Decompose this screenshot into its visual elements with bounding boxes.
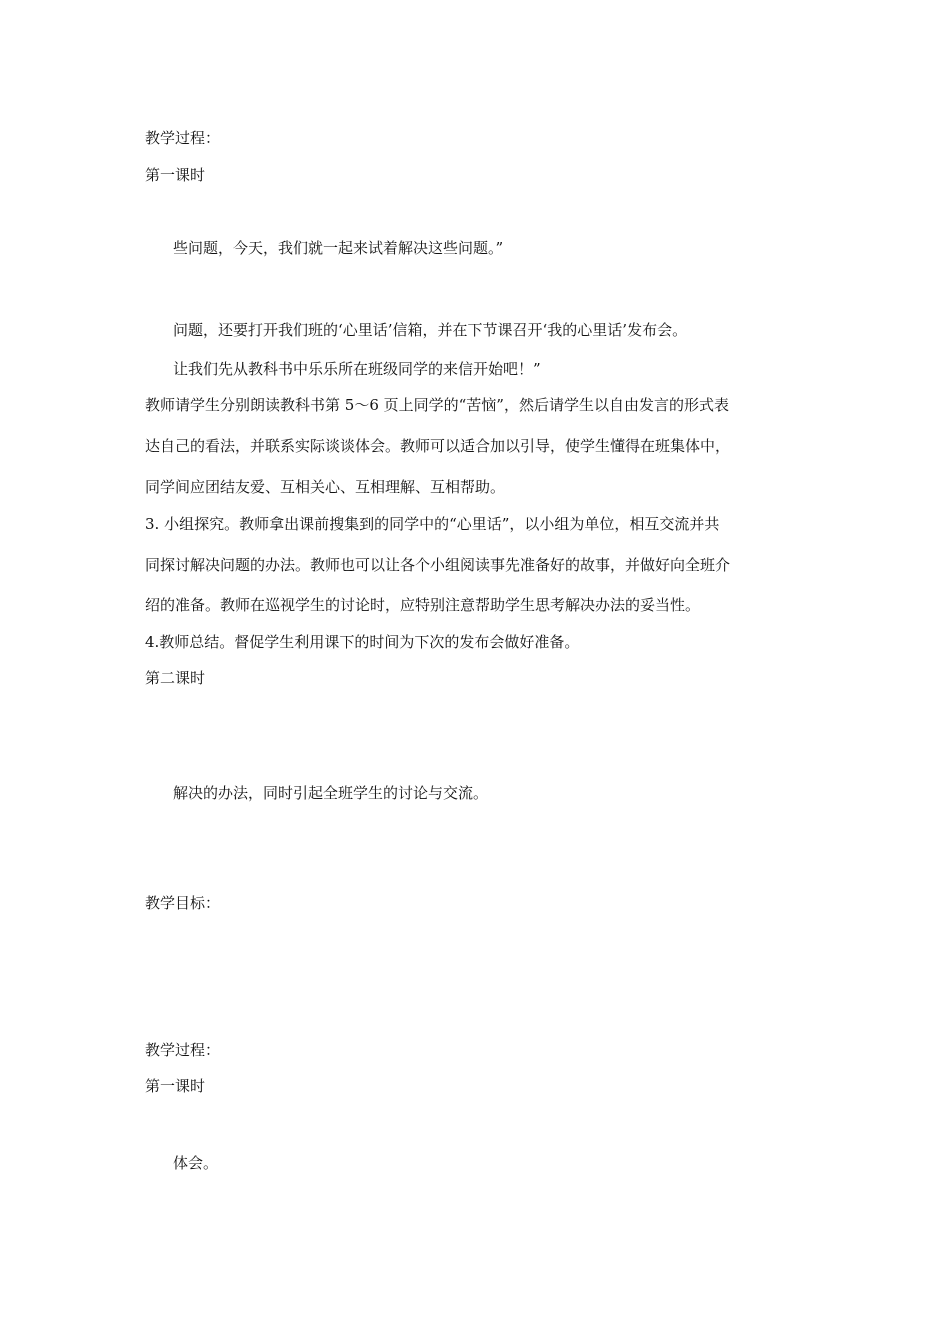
paragraph-line: 3. 小组探究。教师拿出课前搜集到的同学中的“心里话”，以小组为单位，相互交流并共 xyxy=(145,515,720,533)
heading-lesson-two: 第二课时 xyxy=(145,669,206,687)
paragraph-line: 4.教师总结。督促学生利用课下的时间为下次的发布会做好准备。 xyxy=(145,633,580,651)
heading-lesson-one: 第一课时 xyxy=(145,166,206,184)
list-item-continuation: 体会。 xyxy=(173,1154,219,1172)
paragraph-line: 绍的准备。教师在巡视学生的讨论时，应特别注意帮助学生思考解决办法的妥当性。 xyxy=(145,596,701,614)
paragraph-line: 达自己的看法，并联系实际谈谈体会。教师可以适合加以引导，使学生懂得在班集体中， xyxy=(145,437,731,455)
list-item-continuation: 些问题，今天，我们就一起来试着解决这些问题。” xyxy=(173,239,504,257)
paragraph-line: 同学间应团结友爱、互相关心、互相理解、互相帮助。 xyxy=(145,478,506,496)
heading-lesson-one: 第一课时 xyxy=(145,1077,206,1095)
heading-teaching-process: 教学过程： xyxy=(145,1041,221,1059)
list-item-continuation: 问题，还要打开我们班的‘心里话’信箱，并在下节课召开‘我的心里话’发布会。 xyxy=(173,321,688,339)
heading-teaching-goals: 教学目标： xyxy=(145,894,221,912)
paragraph-line: 教师请学生分别朗读教科书第 5～6 页上同学的“苦恼”，然后请学生以自由发言的形式表 xyxy=(145,396,729,414)
list-item-continuation: 解决的办法，同时引起全班学生的讨论与交流。 xyxy=(173,784,489,802)
paragraph-line: 同探讨解决问题的办法。教师也可以让各个小组阅读事先准备好的故事，并做好向全班介 xyxy=(145,556,731,574)
list-item-continuation: 让我们先从教科书中乐乐所在班级同学的来信开始吧！” xyxy=(173,360,541,378)
heading-teaching-process: 教学过程： xyxy=(145,129,221,147)
